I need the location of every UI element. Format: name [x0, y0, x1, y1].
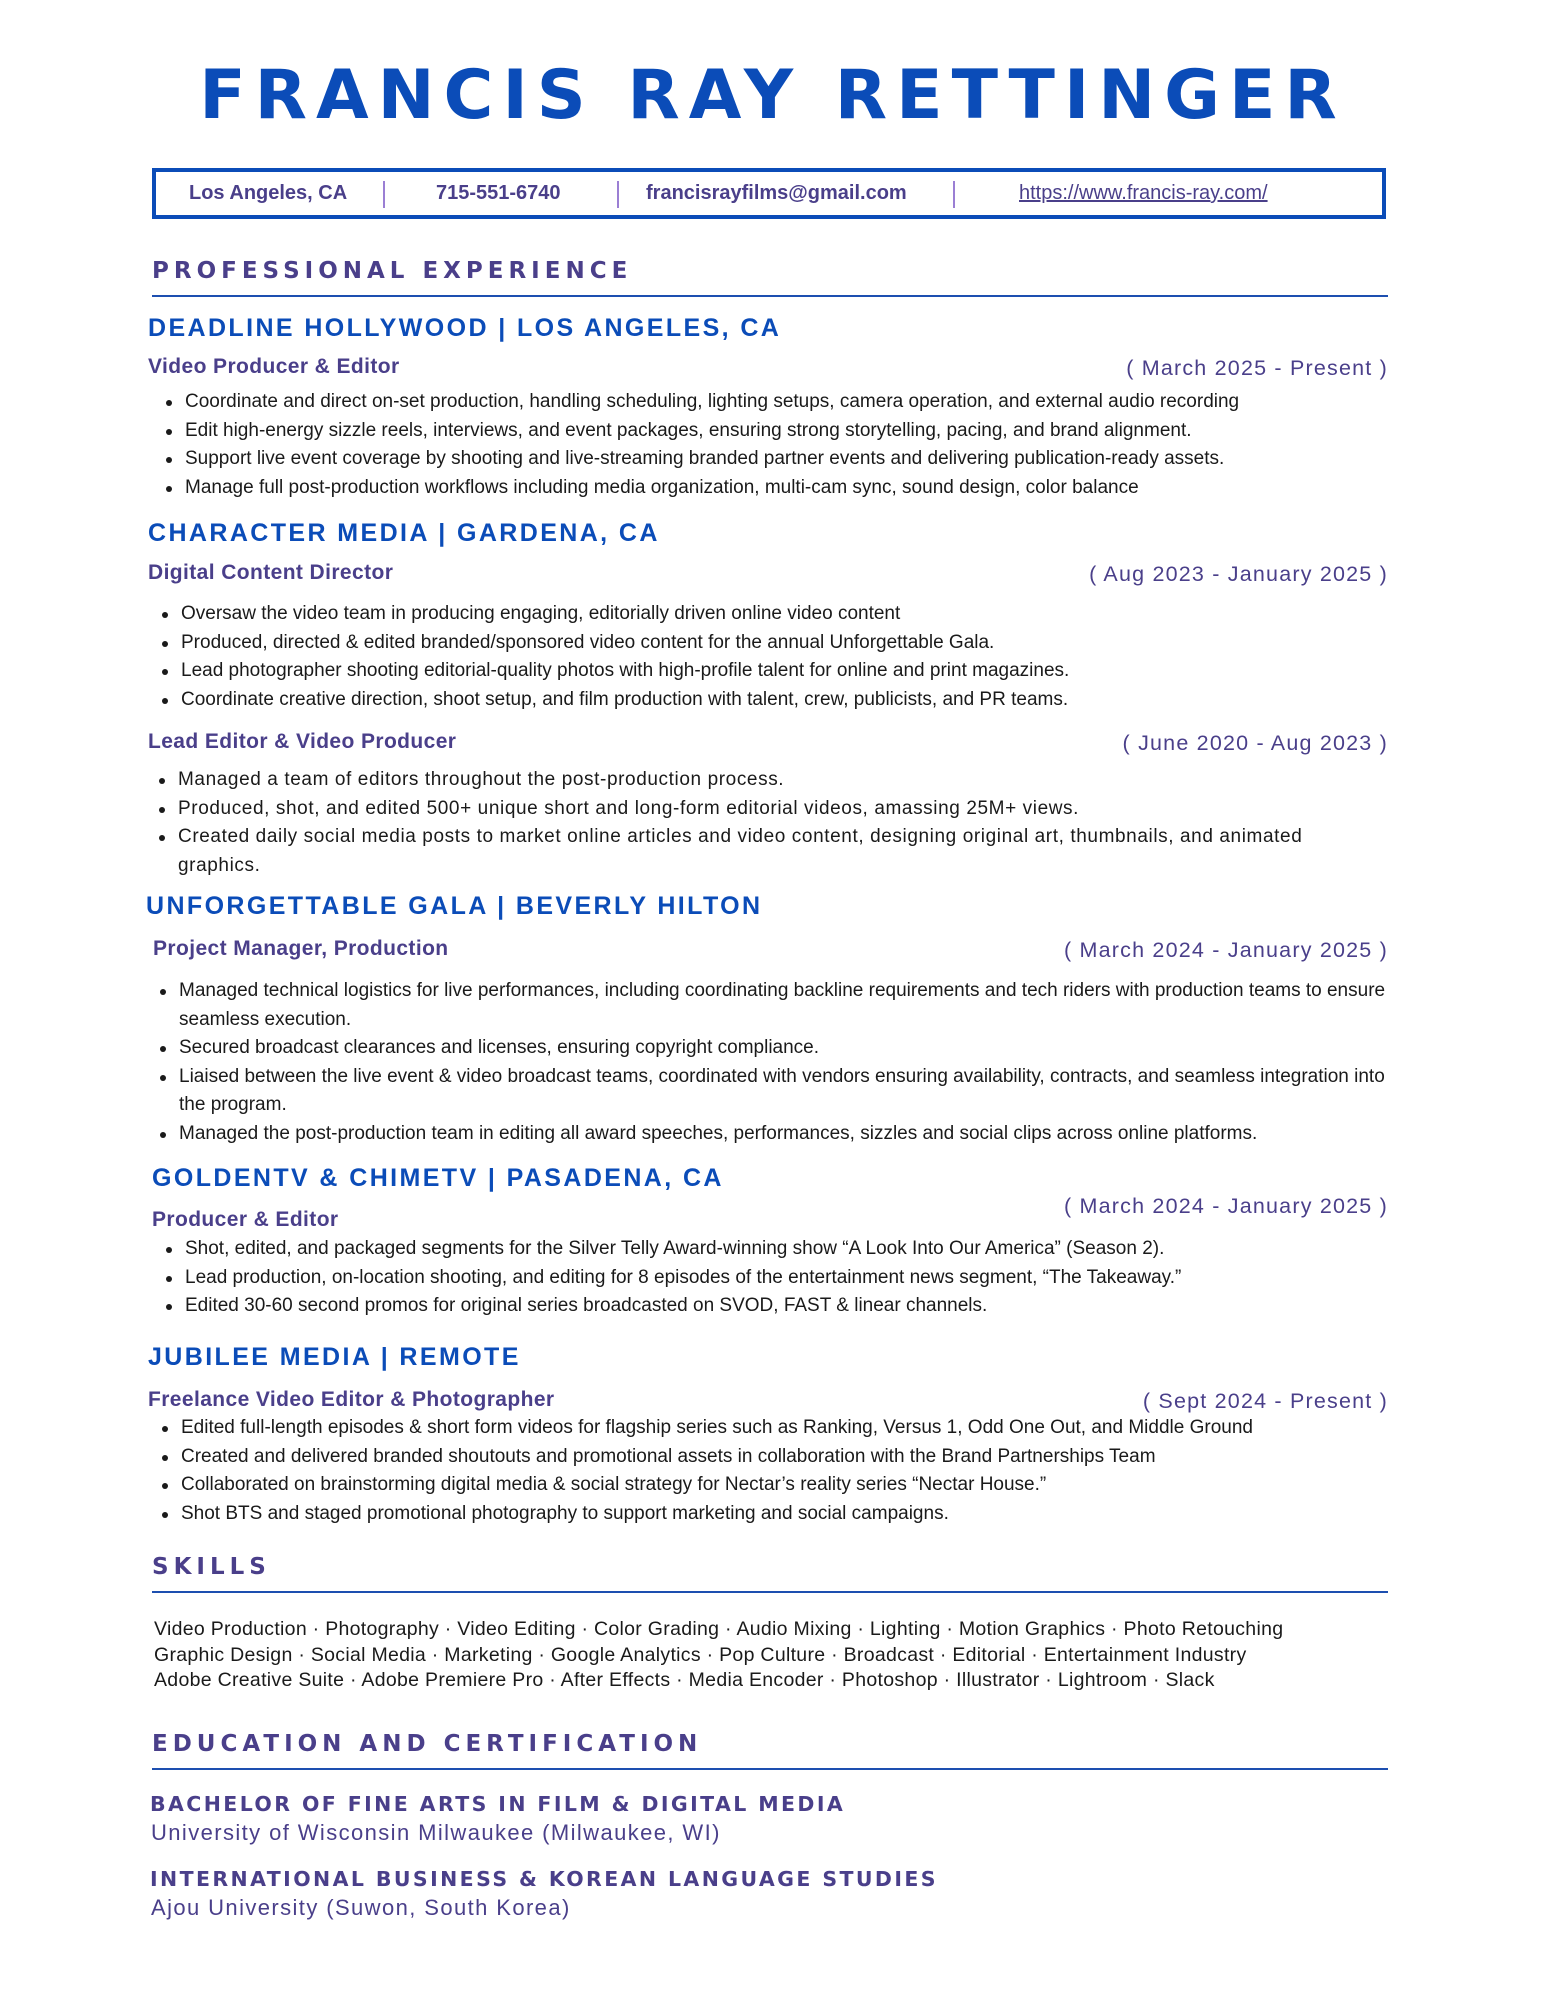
list-item: Edited 30-60 second promos for original series broadcasted on SVOD, FAST & linear channels.: [157, 1292, 1397, 1321]
role-title: Digital Content Director: [148, 561, 394, 584]
school-name: University of Wisconsin Milwaukee (Milwaukee, WI): [151, 1820, 721, 1845]
role-title: Video Producer & Editor: [148, 355, 400, 378]
role-dates: ( Aug 2023 - January 2025 ): [1089, 562, 1388, 586]
list-item: Lead production, on-location shooting, and editing for 8 episodes of the entertainment news segment, “The Takeaway.”: [157, 1264, 1397, 1293]
role-title: Project Manager, Production: [153, 937, 449, 960]
list-item: Managed technical logistics for live performances, including coordinating backline requirements and tech riders with production teams to ensure seamless execution.: [151, 977, 1401, 1034]
role-title: Freelance Video Editor & Photographer: [148, 1388, 555, 1411]
role-dates: ( March 2025 - Present ): [1126, 356, 1388, 380]
list-item: Shot, edited, and packaged segments for the Silver Telly Award-winning show “A Look Into Our America” (Season 2).: [157, 1235, 1397, 1264]
section-divider: [152, 295, 1388, 297]
list-item: Created and delivered branded shoutouts and promotional assets in collaboration with the Brand Partnerships Team: [153, 1443, 1403, 1472]
skills-line: Adobe Creative Suite · Adobe Premiere Pro · After Effects · Media Encoder · Photoshop · Illustrator · Lightroom · Slack: [154, 1669, 1215, 1691]
section-title-education: EDUCATION AND CERTIFICATION: [152, 1731, 703, 1757]
section-divider: [152, 1591, 1388, 1593]
role-dates: ( Sept 2024 - Present ): [1142, 1389, 1388, 1413]
contact-divider: [953, 181, 955, 208]
role-title: Lead Editor & Video Producer: [148, 730, 457, 753]
list-item: Coordinate creative direction, shoot setup, and film production with talent, crew, publicists, and PR teams.: [153, 686, 1393, 715]
bullet-list: [157, 1235, 1397, 1321]
list-item: Created daily social media posts to market online articles and video content, designing original art, thumbnails, and animated graphics.: [150, 823, 1380, 880]
bullet-list: [153, 600, 1393, 714]
bullet-list: [150, 766, 1380, 880]
degree-title: BACHELOR OF FINE ARTS IN FILM & DIGITAL MEDIA: [150, 1792, 846, 1816]
list-item: Produced, directed & edited branded/sponsored video content for the annual Unforgettable Gala.: [153, 629, 1393, 658]
school-name: Ajou University (Suwon, South Korea): [151, 1895, 571, 1920]
contact-phone: 715-551-6740: [436, 182, 561, 204]
org-character-media: CHARACTER MEDIA | GARDENA, CA: [148, 519, 660, 547]
list-item: Support live event coverage by shooting and live-streaming branded partner events and delivering publication-ready assets.: [157, 445, 1397, 474]
skills-line: Graphic Design · Social Media · Marketing · Google Analytics · Pop Culture · Broadcast · Editorial · Entertainment Industry: [154, 1643, 1247, 1666]
list-item: Oversaw the video team in producing engaging, editorially driven online video content: [153, 600, 1393, 629]
contact-email[interactable]: francisrayfilms@gmail.com: [646, 182, 907, 204]
degree-title: INTERNATIONAL BUSINESS & KOREAN LANGUAGE STUDIES: [150, 1867, 938, 1891]
role-dates: ( March 2024 - January 2025 ): [1063, 938, 1388, 962]
contact-divider: [617, 181, 619, 208]
list-item: Edited full-length episodes & short form videos for flagship series such as Ranking, Versus 1, Odd One Out, and Middle Ground: [153, 1414, 1403, 1443]
org-goldentv: GOLDENTV & CHIMETV | PASADENA, CA: [152, 1164, 724, 1192]
org-jubilee-media: JUBILEE MEDIA | REMOTE: [148, 1343, 521, 1371]
bullet-list: [153, 1414, 1403, 1528]
list-item: Coordinate and direct on-set production, handling scheduling, lighting setups, camera operation, and external audio recording: [157, 388, 1397, 417]
contact-location: Los Angeles, CA: [189, 182, 348, 204]
list-item: Secured broadcast clearances and licenses, ensuring copyright compliance.: [151, 1034, 1401, 1063]
list-item: Edit high-energy sizzle reels, interviews, and event packages, ensuring strong storytelling, pacing, and brand alignment.: [157, 417, 1397, 446]
org-deadline: DEADLINE HOLLYWOOD | LOS ANGELES, CA: [148, 314, 782, 342]
skills-list: [154, 1617, 1283, 1694]
list-item: Managed a team of editors throughout the post-production process.: [150, 766, 1380, 795]
contact-bar: [152, 168, 1386, 219]
contact-divider: [383, 181, 385, 208]
role-dates: ( March 2024 - January 2025 ): [1063, 1194, 1388, 1218]
bullet-list: [157, 388, 1397, 502]
list-item: Managed the post-production team in editing all award speeches, performances, sizzles and social clips across online platforms.: [151, 1120, 1401, 1149]
list-item: Manage full post-production workflows including media organization, multi-cam sync, sound design, color balance: [157, 474, 1397, 503]
resume-name: FRANCIS RAY RETTINGER: [199, 56, 1346, 135]
role-dates: ( June 2020 - Aug 2023 ): [1122, 731, 1388, 755]
list-item: Collaborated on brainstorming digital media & social strategy for Nectar’s reality series “Nectar House.”: [153, 1471, 1403, 1500]
list-item: Liaised between the live event & video broadcast teams, coordinated with vendors ensuring availability, contracts, and seamless integration into the program.: [151, 1063, 1401, 1120]
website-link[interactable]: https://www.francis-ray.com/: [1019, 182, 1268, 204]
section-title-experience: PROFESSIONAL EXPERIENCE: [152, 258, 633, 284]
role-title: Producer & Editor: [152, 1208, 339, 1231]
list-item: Lead photographer shooting editorial-quality photos with high-profile talent for online and print magazines.: [153, 657, 1393, 686]
list-item: Produced, shot, and edited 500+ unique short and long-form editorial videos, amassing 25M+ views.: [150, 795, 1380, 824]
org-unforgettable-gala: UNFORGETTABLE GALA | BEVERLY HILTON: [146, 892, 763, 920]
bullet-list: [151, 977, 1401, 1148]
section-title-skills: SKILLS: [152, 1554, 271, 1580]
skills-line: Video Production · Photography · Video Editing · Color Grading · Audio Mixing · Lighting · Motion Graphics · Photo Retouching: [154, 1618, 1284, 1640]
list-item: Shot BTS and staged promotional photography to support marketing and social campaigns.: [153, 1500, 1403, 1529]
section-divider: [152, 1768, 1388, 1770]
